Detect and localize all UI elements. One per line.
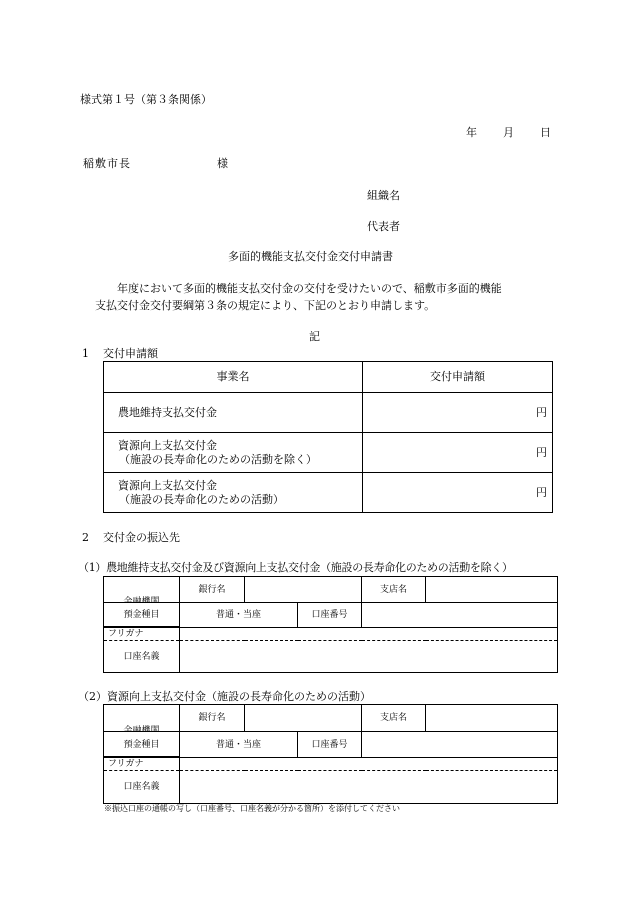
ki-mark: 記 (309, 330, 320, 343)
section2-heading: 交付金の振込先 (103, 531, 180, 544)
account-number-input[interactable] (362, 732, 558, 758)
body-text-line2: 支払交付金交付要綱第３条の規定により、下記のとおり申請します。 (95, 299, 436, 312)
form-number: 様式第１号（第３条関係） (80, 93, 212, 106)
branch-name-input[interactable] (426, 705, 558, 732)
project-name-header: 事業名 (104, 362, 363, 393)
date-year-label: 年 (466, 126, 477, 139)
account-number-label: 口座番号 (298, 732, 362, 758)
section1-number: 1 (82, 347, 89, 360)
table-row (104, 393, 553, 433)
bank-name-label: 銀行名 (180, 577, 245, 603)
account-holder-input[interactable] (180, 771, 558, 804)
bank-name-input[interactable] (245, 705, 362, 732)
table-header-row (104, 362, 553, 393)
representative-label: 代表者 (367, 220, 400, 233)
branch-name-input[interactable] (426, 577, 558, 603)
amount-cell[interactable]: 円 (363, 473, 553, 513)
bank-subheading-1: （1）農地維持支払交付金及び資源向上支払交付金（施設の長寿命化のための活動を除く） (78, 561, 513, 574)
account-number-input[interactable] (362, 603, 558, 628)
organization-label: 組織名 (367, 189, 400, 202)
furigana-label: フリガナ (104, 628, 180, 641)
furigana-input[interactable] (180, 628, 558, 641)
project-name: 資源向上支払交付金 （施設の長寿命化のための活動） (104, 473, 363, 513)
account-type-options[interactable]: 普通・当座 (180, 732, 298, 758)
amount-header: 交付申請額 (363, 362, 553, 393)
project-name: 資源向上支払交付金 （施設の長寿命化のための活動を除く） (104, 433, 363, 473)
account-number-label: 口座番号 (298, 603, 362, 628)
branch-name-label: 支店名 (362, 577, 426, 603)
body-text-line1: 年度において多面的機能支払交付金の交付を受けたいので、稲敷市多面的機能 (117, 282, 502, 295)
account-type-options[interactable]: 普通・当座 (180, 603, 298, 628)
account-type-label: 預金種目 (103, 731, 180, 757)
table-row (104, 473, 553, 513)
bank-subheading-2: （2）資源向上支払交付金（施設の長寿命化のための活動） (78, 690, 371, 703)
honorific: 様 (217, 157, 228, 170)
account-type-label: 預金種目 (103, 602, 180, 627)
application-amount-table (103, 361, 553, 513)
project-name: 農地維持支払交付金 (104, 393, 363, 433)
furigana-input[interactable] (180, 758, 558, 771)
date-day-label: 日 (540, 126, 551, 139)
document-title: 多面的機能支払交付金交付申請書 (228, 250, 393, 263)
attachment-note: ※振込口座の通帳の写し（口座番号、口座名義が分かる箇所）を添付してください (104, 804, 400, 813)
addressee: 稲敷市長 (83, 157, 131, 170)
amount-cell[interactable]: 円 (363, 393, 553, 433)
account-holder-input[interactable] (180, 641, 558, 673)
bank-name-label: 銀行名 (180, 705, 245, 732)
account-holder-label: 口座名義 (104, 641, 180, 673)
bank-name-input[interactable] (245, 577, 362, 603)
account-holder-label: 口座名義 (104, 771, 180, 804)
table-row (104, 433, 553, 473)
section1-heading: 交付申請額 (103, 347, 158, 360)
section2-number: 2 (82, 531, 89, 544)
branch-name-label: 支店名 (362, 705, 426, 732)
amount-cell[interactable]: 円 (363, 433, 553, 473)
furigana-label: フリガナ (104, 758, 180, 771)
date-month-label: 月 (503, 126, 514, 139)
